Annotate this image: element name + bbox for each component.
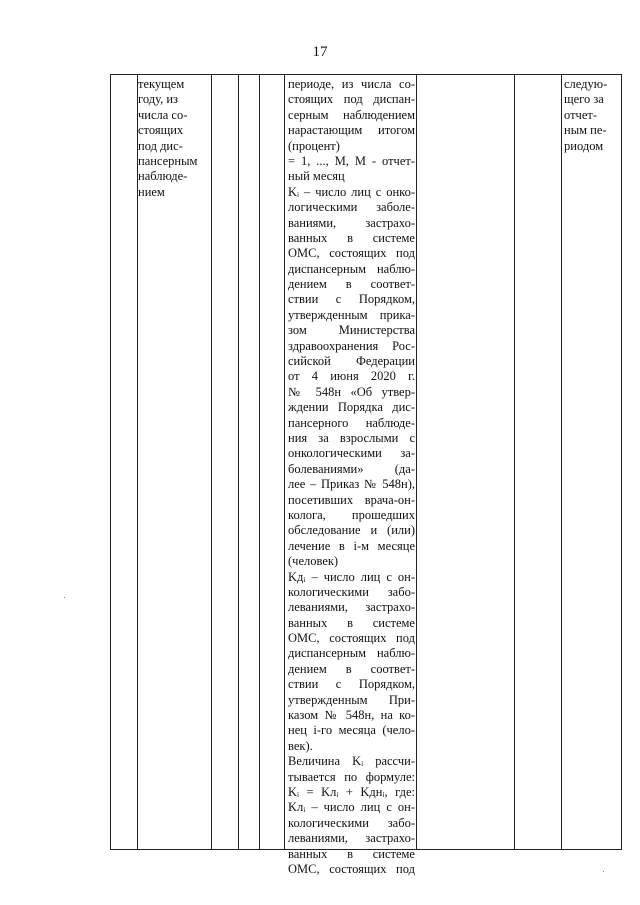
text-line: ванных в системе (288, 615, 415, 630)
text-line: посетивших врача-он- (288, 492, 415, 507)
text-line: тывается по формуле: (288, 769, 415, 784)
text-line: ОМС, состоящих под (288, 861, 415, 876)
text-line: Kлᵢ – число лиц с он- (288, 800, 415, 815)
text-line: году, из (138, 92, 178, 107)
column-divider (284, 75, 285, 849)
text-line: № 548н «Об утвер- (288, 384, 415, 399)
text-line: стоящих под диспан- (288, 92, 415, 107)
formula-cell (288, 77, 415, 877)
text-line: ванных в системе (288, 230, 415, 245)
text-line: ванных в системе (288, 846, 415, 861)
column-divider (514, 75, 515, 849)
text-line: нец i-го месяца (чело- (288, 723, 415, 738)
text-line: щего за (564, 92, 604, 107)
text-line: наблюде- (138, 169, 188, 184)
text-line: дением в соответ- (288, 277, 415, 292)
text-line: зом Министерства (288, 323, 415, 338)
text-line: болеваниями» (да- (288, 461, 415, 476)
text-line: век). (288, 738, 313, 753)
text-line: пансерным (138, 153, 198, 168)
text-line: Kᵢ – число лиц с онко- (288, 184, 415, 199)
indicator-name-cell (138, 77, 208, 200)
column-divider (416, 75, 417, 849)
reporting-period-cell (564, 77, 620, 154)
text-line: ствии с Порядком, (288, 292, 415, 307)
scan-speck (64, 597, 65, 598)
text-line: кологическими забо- (288, 815, 415, 830)
text-line: нием (138, 184, 165, 199)
text-line: текущем (138, 77, 185, 91)
text-line: онкологическими за- (288, 446, 415, 461)
text-line: кологическими забо- (288, 584, 415, 599)
text-line: леваниями, застрахо- (288, 831, 415, 846)
text-line: Kᵢ = Kлᵢ + Kднᵢ, где: (288, 784, 415, 799)
text-line: (человек) (288, 554, 339, 569)
scan-speck (603, 871, 604, 872)
text-line: лечение в i-м месяце (288, 538, 415, 553)
text-line: ния за взрослыми с (288, 430, 415, 445)
text-line: отчет- (564, 107, 598, 122)
text-line: = 1, ..., M, M - отчет- (288, 153, 415, 168)
text-line: диспансерным наблю- (288, 646, 415, 661)
text-line: обследование и (или) (288, 523, 415, 538)
text-line: от 4 июня 2020 г. (288, 369, 415, 384)
text-line: дением в соответ- (288, 661, 415, 676)
column-divider (211, 75, 212, 849)
text-line: риодом (564, 138, 604, 153)
column-divider (259, 75, 260, 849)
text-line: серным наблюдением (288, 107, 415, 122)
text-line: ствии с Порядком, (288, 677, 415, 692)
text-line: ОМС, состоящих под (288, 246, 415, 261)
text-line: леваниями, застрахо- (288, 600, 415, 615)
text-line: ОМС, состоящих под (288, 631, 415, 646)
text-line: числа со- (138, 107, 188, 122)
text-line: здравоохранения Рос- (288, 338, 415, 353)
text-line: ваниями, застрахо- (288, 215, 415, 230)
indicator-table (110, 74, 622, 876)
text-line: Величина Kᵢ рассчи- (288, 754, 415, 769)
column-divider (561, 75, 562, 849)
text-line: казом № 548н, на ко- (288, 708, 415, 723)
text-line: утвержденным прика- (288, 307, 415, 322)
text-line: под дис- (138, 138, 183, 153)
text-line: колога, прошедших (288, 507, 415, 522)
text-line: лее – Приказ № 548н), (288, 477, 415, 492)
text-line: Kдᵢ – число лиц с он- (288, 569, 415, 584)
column-divider (238, 75, 239, 849)
text-line: логическими заболе- (288, 200, 415, 215)
text-line: ный месяц (288, 169, 345, 184)
text-line: стоящих (138, 123, 184, 138)
text-line: диспансерным наблю- (288, 261, 415, 276)
text-line: нарастающим итогом (288, 123, 415, 138)
text-line: ждении Порядка дис- (288, 400, 415, 415)
text-line: следую- (564, 77, 608, 91)
text-line: периоде, из числа со- (288, 77, 415, 91)
page-number: 17 (312, 44, 328, 60)
text-line: утвержденным При- (288, 692, 415, 707)
text-line: пансерного наблюде- (288, 415, 415, 430)
text-line: (процент) (288, 138, 340, 153)
text-line: сийской Федерации (288, 354, 415, 369)
text-line: ным пе- (564, 123, 607, 138)
